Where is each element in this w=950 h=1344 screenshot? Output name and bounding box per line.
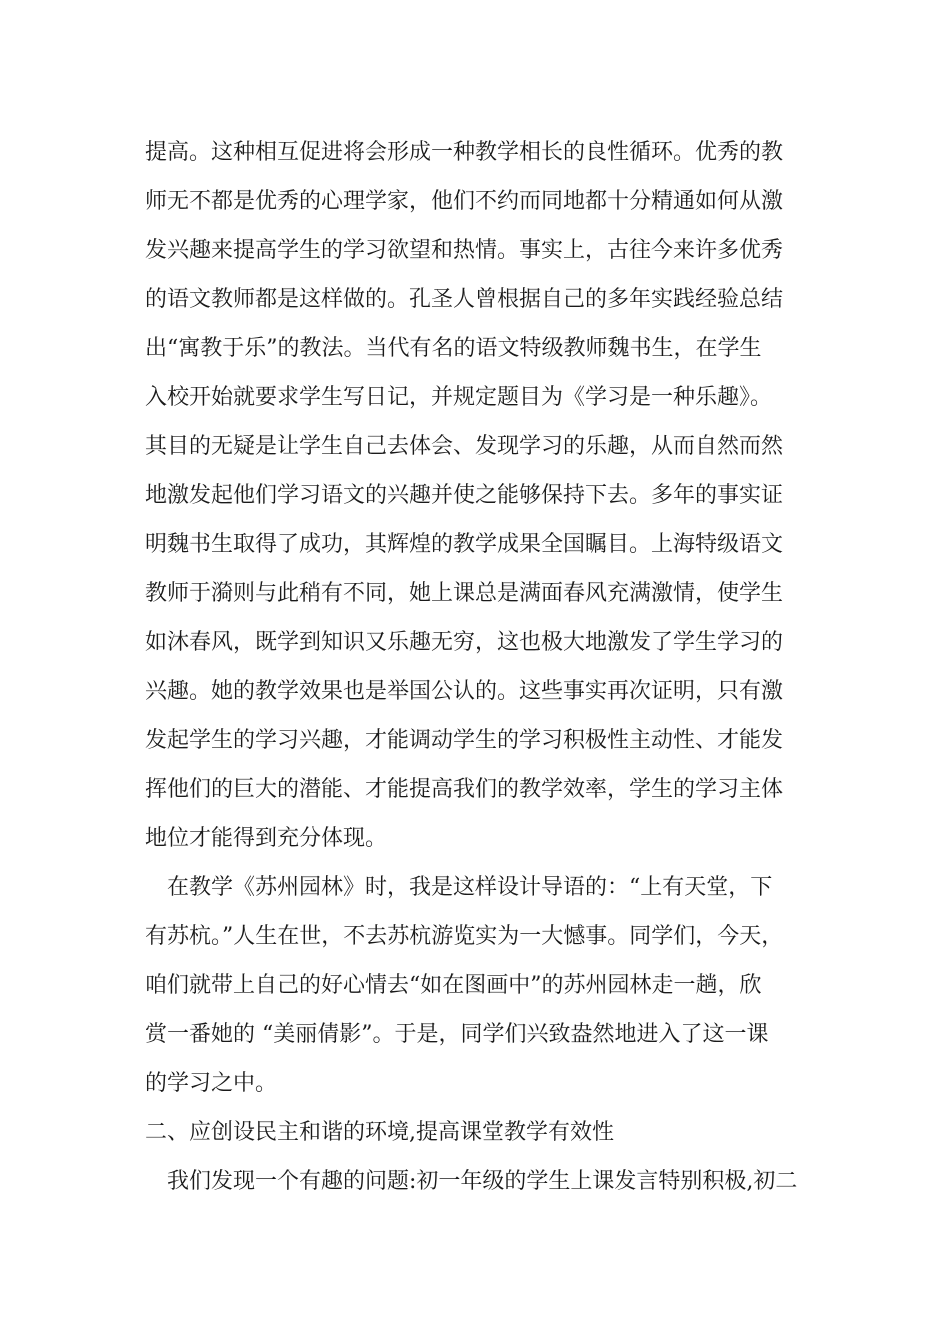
text-line: 在教学《苏州园林》时，我是这样设计导语的：“上有天堂，下: [167, 875, 773, 900]
text-line: 明魏书生取得了成功，其辉煌的教学成果全国瞩目。上海特级语文: [145, 532, 784, 557]
text-line: 提高。这种相互促进将会形成一种教学相长的良性循环。优秀的教: [145, 140, 784, 165]
text-line: 发兴趣来提高学生的学习欲望和热情。事实上，古往今来许多优秀: [145, 238, 784, 263]
body-text: [145, 128, 825, 1206]
text-line: 发起学生的学习兴趣，才能调动学生的学习积极性主动性、才能发: [145, 728, 784, 753]
text-line: 入校开始就要求学生写日记，并规定题目为《学习是一种乐趣》。: [145, 385, 773, 410]
text-line: 咱们就带上自己的好心情去“如在图画中”的苏州园林走一趟，欣: [145, 973, 762, 998]
text-line: 兴趣。她的教学效果也是举国公认的。这些事实再次证明，只有激: [145, 679, 784, 704]
text-line: 地激发起他们学习语文的兴趣并使之能够保持下去。多年的事实证: [145, 483, 784, 508]
text-line: 的学习之中。: [145, 1071, 278, 1096]
text-line: 有苏杭。”人生在世，不去苏杭游览实为一大憾事。同学们，今天，: [145, 924, 784, 949]
text-line: 出“寓教于乐”的教法。当代有名的语文特级教师魏书生，在学生: [145, 336, 762, 361]
text-line: 教师于漪则与此稍有不同，她上课总是满面春风充满激情，使学生: [145, 581, 784, 606]
text-line: 地位才能得到充分体现。: [145, 826, 388, 851]
text-line: 我们发现一个有趣的问题:初一年级的学生上课发言特别积极,初二: [167, 1169, 798, 1194]
text-line: 如沐春风，既学到知识又乐趣无穷，这也极大地激发了学生学习的: [145, 630, 784, 655]
text-line: 的语文教师都是这样做的。孔圣人曾根据自己的多年实践经验总结: [145, 287, 784, 312]
text-line: 师无不都是优秀的心理学家，他们不约而同地都十分精通如何从激: [145, 189, 784, 214]
text-line: 挥他们的巨大的潜能、才能提高我们的教学效率，学生的学习主体: [145, 777, 784, 802]
text-line: 赏一番她的 “美丽倩影”。于是，同学们兴致盎然地进入了这一课: [145, 1022, 769, 1047]
section-heading: 二、应创设民主和谐的环境,提高课堂教学有效性: [145, 1120, 614, 1145]
text-line: 其目的无疑是让学生自己去体会、发现学习的乐趣，从而自然而然: [145, 434, 784, 459]
